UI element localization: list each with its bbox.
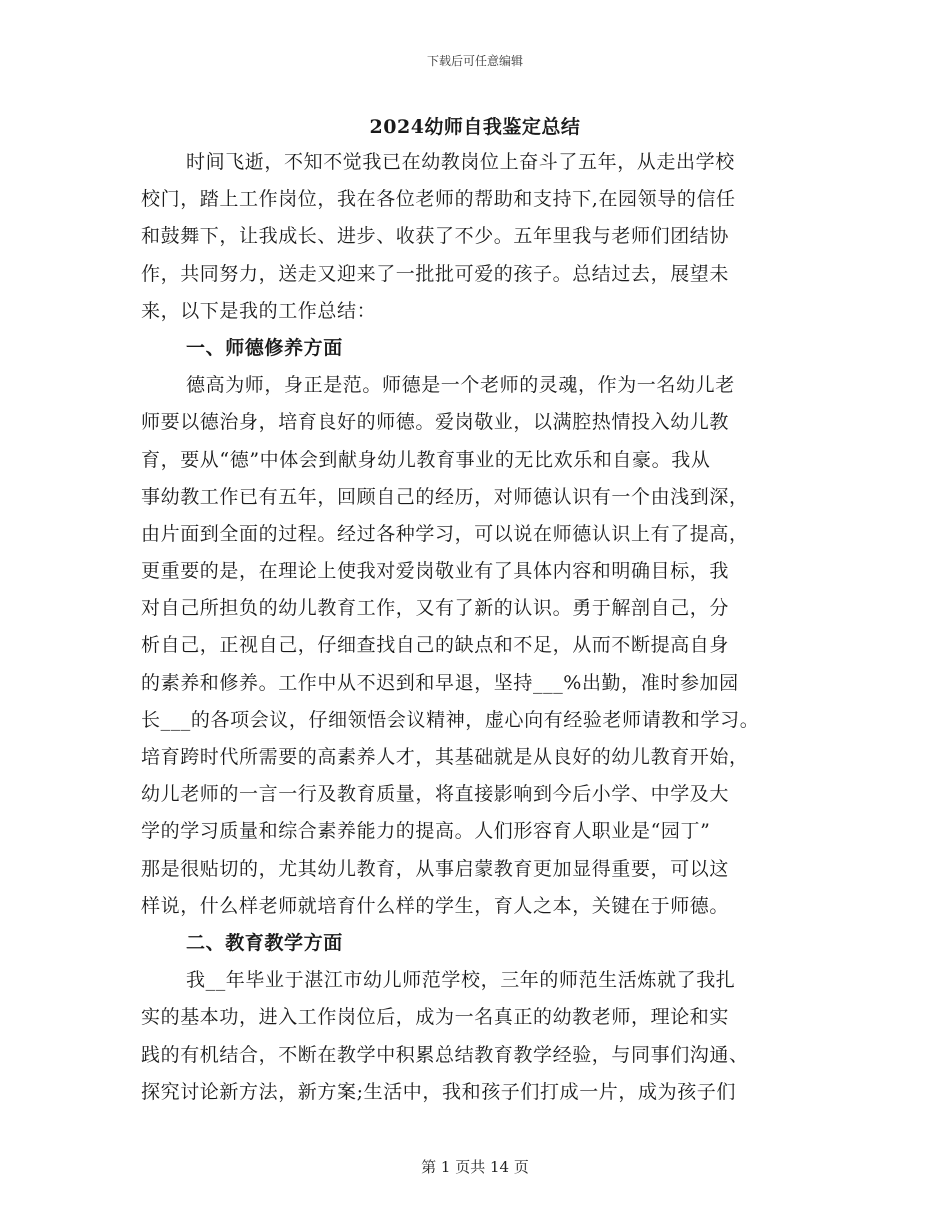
paragraph-line: 时间飞逝，不知不觉我已在幼教岗位上奋斗了五年，从走出学校: [186, 151, 735, 173]
paragraph-line: 析自己，正视自己，仔细查找自己的缺点和不足，从而不断提高自身: [141, 634, 730, 657]
paragraph-line: 德高为师，身正是范。师德是一个老师的灵魂，作为一名幼儿老: [186, 374, 735, 397]
paragraph-line: 探究讨论新方法，新方案;生活中，我和孩子们打成一片，成为孩子们: [141, 1080, 737, 1103]
paragraph-line: 幼儿老师的一言一行及教育质量，将直接影响到今后小学、中学及大: [141, 783, 730, 806]
paragraph-line: 我__年毕业于湛江市幼儿师范学校，三年的师范生活炼就了我扎: [186, 969, 736, 992]
section-heading: 一、师德修养方面: [186, 336, 343, 359]
paragraph-line: 的素养和修养。工作中从不迟到和早退，坚持___%出勤，准时参加园: [141, 671, 739, 694]
paragraph-line: 校门，踏上工作岗位，我在各位老师的帮助和支持下,在园领导的信任: [141, 188, 736, 211]
paragraph-line: 作，共同努力，送走又迎来了一批批可爱的孩子。总结过去，展望未: [141, 262, 730, 285]
paragraph-line: 践的有机结合，不断在教学中积累总结教育教学经验，与同事们沟通、: [141, 1043, 749, 1066]
paragraph-line: 和鼓舞下，让我成长、进步、收获了不少。五年里我与老师们团结协: [141, 225, 730, 248]
paragraph-line: 学的学习质量和综合素养能力的提高。人们形容育人职业是“园丁”: [141, 820, 711, 843]
paragraph-line: 实的基本功，进入工作岗位后，成为一名真正的幼教老师，理论和实: [141, 1006, 730, 1029]
paragraph-line: 育，要从“德”中体会到献身幼儿教育事业的无比欢乐和自豪。我从: [141, 448, 711, 471]
paragraph-line: 师要以德治身，培育良好的师德。爱岗敬业，以满腔热情投入幼儿教: [141, 411, 730, 434]
paragraph-line: 那是很贴切的，尤其幼儿教育，从事启蒙教育更加显得重要，可以这: [141, 857, 730, 880]
document-body: [141, 144, 813, 1111]
header-note: 下载后可任意编辑: [426, 54, 523, 68]
paragraph-line: 长___的各项会议，仔细领悟会议精神，虚心向有经验老师请教和学习。: [141, 708, 760, 731]
paragraph-line: 培育跨时代所需要的高素养人才，其基础就是从良好的幼儿教育开始，: [141, 746, 749, 768]
paragraph-line: 更重要的是，在理论上使我对爱岗敬业有了具体内容和明确目标，我: [141, 560, 730, 583]
paragraph-line: 事幼教工作已有五年，回顾自己的经历，对师德认识有一个由浅到深，: [141, 485, 749, 508]
paragraph-line: 对自己所担负的幼儿教育工作，又有了新的认识。勇于解剖自己，分: [141, 597, 730, 620]
paragraph-line: 样说，什么样老师就培育什么样的学生，育人之本，关键在于师德。: [141, 894, 730, 917]
page-footer: 第 1 页共 14 页: [421, 1158, 529, 1176]
paragraph-line: 由片面到全面的过程。经过各种学习，可以说在师德认识上有了提高，: [141, 522, 749, 545]
document-title: 2024幼师自我鉴定总结: [369, 116, 581, 138]
paragraph-line: 来，以下是我的工作总结：: [141, 299, 377, 322]
section-heading: 二、教育教学方面: [186, 931, 343, 954]
